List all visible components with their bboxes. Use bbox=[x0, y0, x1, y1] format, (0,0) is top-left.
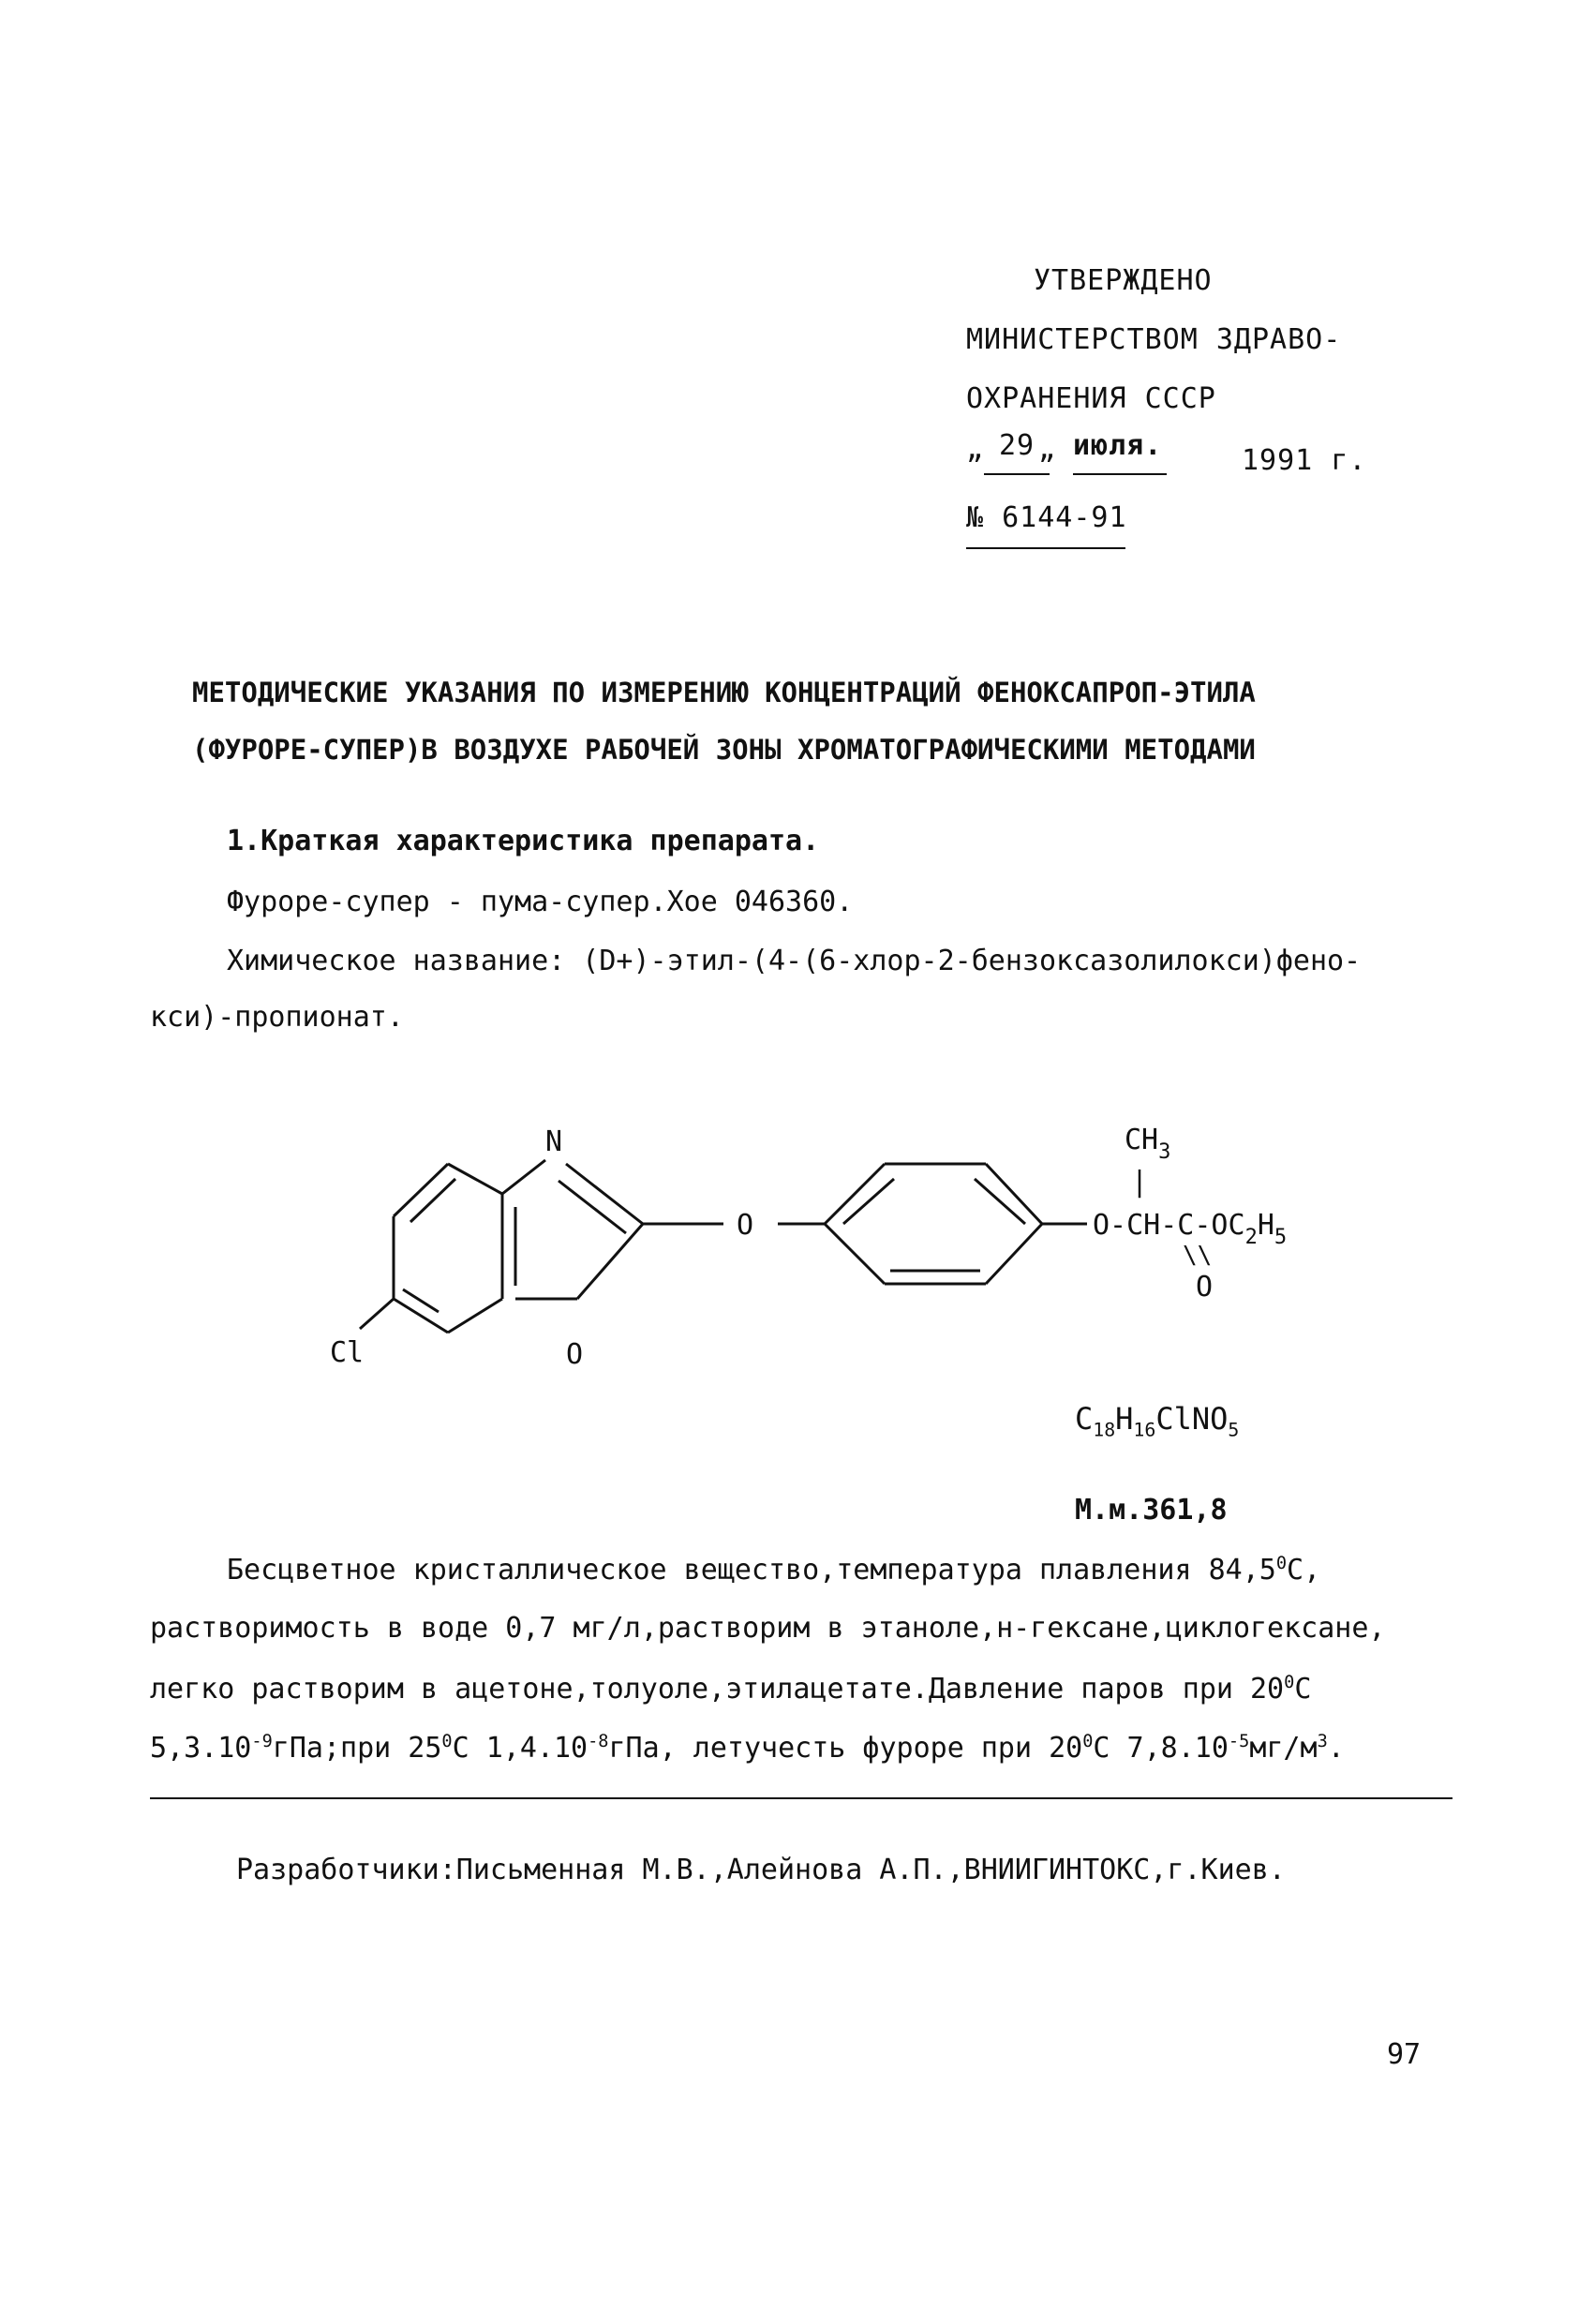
properties-line-3: легко растворим в ацетоне,толуоле,этилацетате.Давление паров при $20^0С$ bbox=[150, 1673, 1312, 1706]
carbonyl-o: O bbox=[1196, 1271, 1214, 1304]
properties-line-1: Бесцветное кристаллическое вещество,температура плавления 84,5$^0$С, bbox=[227, 1554, 1321, 1587]
side-chain: $O-CH-C-OC_2H_5$ bbox=[1093, 1209, 1288, 1249]
date-month-underline bbox=[1073, 473, 1167, 475]
chemical-name-line-1: Химическое название: (D+)-этил-(4-(6-хлор-2-бензоксазолилокси)фено- bbox=[227, 945, 1362, 977]
group-ch3: $CH_3$ bbox=[1125, 1124, 1171, 1164]
section-heading: 1.Краткая характеристика препарата. bbox=[227, 825, 820, 857]
approval-date-year: 1991 г. bbox=[1242, 444, 1367, 477]
molecular-formula: $C_{18}H_{16}ClNO_5$ bbox=[1075, 1401, 1240, 1441]
atom-n: N bbox=[545, 1125, 563, 1158]
structural-formula bbox=[0, 1115, 1594, 1415]
atom-o-ring: O bbox=[566, 1338, 584, 1371]
atom-o-link: O bbox=[737, 1209, 754, 1242]
date-day-underline bbox=[984, 473, 1050, 475]
approval-line-2: МИНИСТЕРСТВОМ ЗДРАВО- bbox=[966, 323, 1342, 356]
approval-date-month: июля. bbox=[1073, 429, 1163, 462]
approval-line-1: УТВЕРЖДЕНО bbox=[1034, 264, 1213, 297]
atom-cl: Cl bbox=[330, 1336, 365, 1369]
properties-line-4: $5,3.10^{-9}гПа;при$ $25^0С$ $1,4.10^{-8}гПа$, летучесть фуроре при $20^0С$ $7,8.10^{-5}мг/м^3$. bbox=[150, 1732, 1345, 1765]
molecular-weight: М.м.361,8 bbox=[1075, 1494, 1228, 1527]
properties-line-2: растворимость в воде 0,7 мг/л,растворим в этаноле,н-гексане,циклогексане, bbox=[150, 1612, 1386, 1645]
approval-number: № 6144-91 bbox=[966, 501, 1127, 534]
approval-line-3: ОХРАНЕНИЯ СССР bbox=[966, 382, 1216, 415]
chemical-name-line-2: кси)-пропионат. bbox=[150, 1001, 404, 1034]
document-title-line-2: (ФУРОРЕ-СУПЕР)В ВОЗДУХЕ РАБОЧЕЙ ЗОНЫ ХРОМАТОГРАФИЧЕСКИМИ МЕТОДАМИ bbox=[192, 734, 1256, 766]
synonyms-line: Фуроре-супер - пума-супер.Хое 046360. bbox=[227, 886, 854, 918]
page-number: 97 bbox=[1387, 2038, 1422, 2071]
approval-date-close-quote: „ bbox=[1038, 433, 1057, 466]
approval-date-open-quote: „ bbox=[966, 433, 985, 466]
approval-date-day: 29 bbox=[999, 429, 1035, 462]
carbonyl-double-bond: \\ bbox=[1183, 1242, 1213, 1270]
footnote-divider bbox=[150, 1797, 1452, 1799]
developers-line: Разработчики:Письменная М.В.,Алейнова А.П.,ВНИИГИНТОКС,г.Киев. bbox=[236, 1854, 1286, 1886]
side-chain-vertical-bond: | bbox=[1131, 1166, 1149, 1199]
approval-number-underline bbox=[966, 547, 1125, 549]
document-title-line-1: МЕТОДИЧЕСКИЕ УКАЗАНИЯ ПО ИЗМЕРЕНИЮ КОНЦЕНТРАЦИЙ ФЕНОКСАПРОП-ЭТИЛА bbox=[192, 677, 1256, 708]
